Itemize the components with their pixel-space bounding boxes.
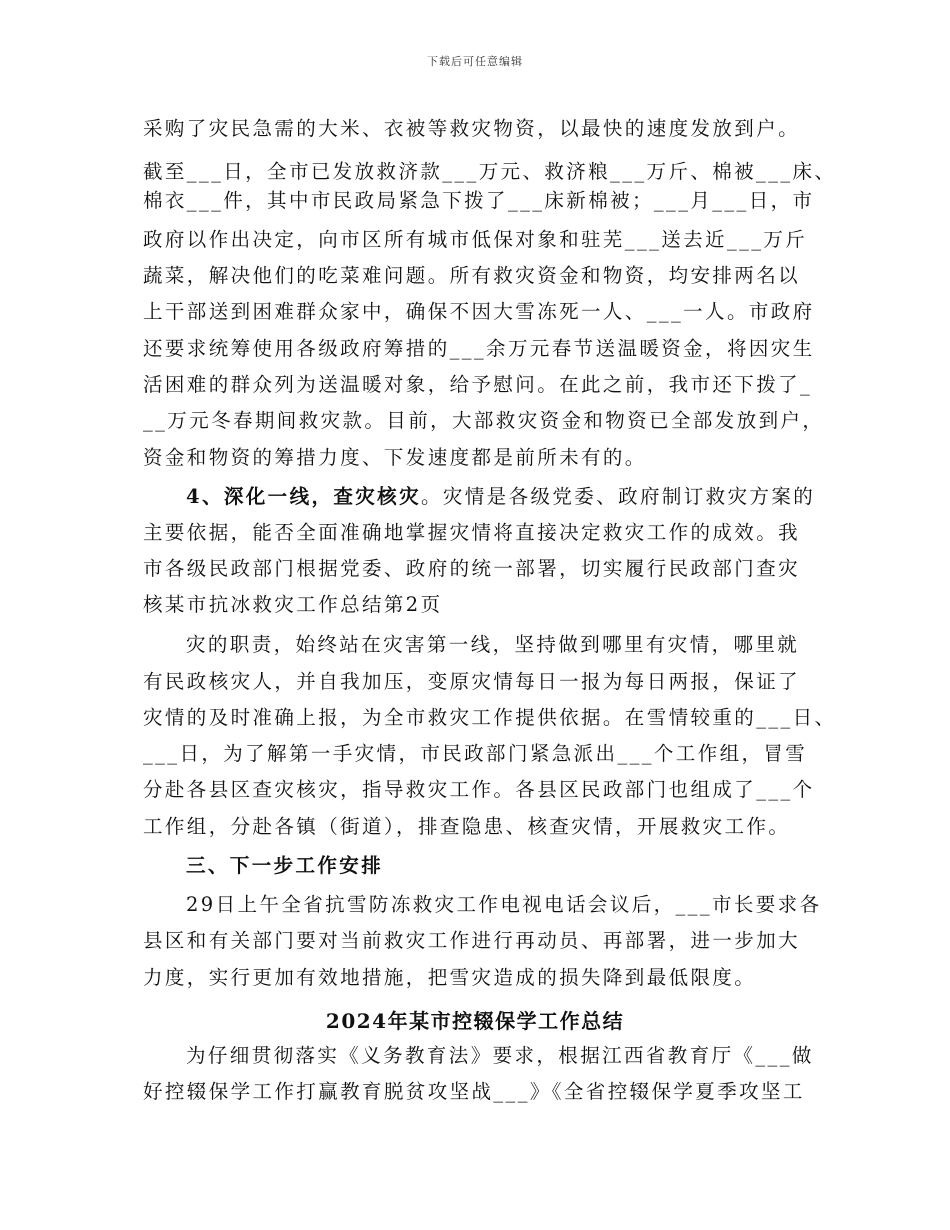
section-heading-line [186,485,815,509]
page-header-note: 下载后可任意编辑 [427,55,523,68]
text-line: 为仔细贯彻落实《义务教育法》要求，根据江西省教育厅《___做 [186,1044,814,1067]
text-line: 资金和物资的筹措力度、下发速度都是前所未有的。 [143,446,647,469]
text-line: 市各级民政部门根据党委、政府的统一部署，切实履行民政部门查灾 [143,557,801,580]
text-line: 工作组，分赴各镇（街道），排查隐患、核查灾情，开展救灾工作。 [143,815,791,838]
text-line: 政府以作出决定，向市区所有城市低保对象和驻芜___送去近___万斤 [143,228,808,251]
text-line: 棉衣___件，其中市民政局紧急下拨了___床新棉被；___月___日，市 [143,189,815,212]
text-line: 蔬菜，解决他们的吃菜难问题。所有救灾资金和物资，均安排两名以 [143,264,801,287]
text-line: 主要依据，能否全面准确地掌握灾情将直接决定救灾工作的成效。我 [143,521,801,544]
text-line: __万元冬春期间救灾款。目前，大部救灾资金和物资已全部发放到户， [143,409,825,432]
text-span: 。灾情是各级党委、政府制订救灾方案的 [420,485,816,508]
text-line: 分赴各县区查灾核灾，指导救灾工作。各县区民政部门也组成了___个 [143,778,815,801]
text-line: 还要求统筹使用各级政府筹措的___余万元春节送温暖资金，将因灾生 [143,337,815,360]
text-line: 灾情的及时准确上报，为全市救灾工作提供依据。在雪情较重的___日、 [143,706,837,729]
text-line: 核某市抗冰救灾工作总结第2页 [143,593,443,616]
text-line: ___日，为了解第一手灾情，市民政部门紧急派出___个工作组，冒雪 [143,742,808,765]
text-line: 有民政核灾人，并自我加压，变原灾情每日一报为每日两报，保证了 [143,670,801,693]
text-line: 县区和有关部门要对当前救灾工作进行再动员、再部署，进一步加大 [143,929,801,952]
text-line: 上干部送到困难群众家中，确保不因大雪冻死一人、___一人。市政府 [143,300,815,323]
document-title: 2024年某市控辍保学工作总结 [325,1009,625,1033]
section-heading-bold: 4、深化一线，查灾核灾 [186,485,421,508]
text-line: 活困难的群众列为送温暖对象，给予慰问。在此之前，我市还下拨了_ [143,373,813,396]
text-line: 采购了灾民急需的大米、衣被等救灾物资，以最快的速度发放到户。 [143,117,801,140]
text-line: 截至___日，全市已发放救济款___万元、救济粮___万斤、棉被___床、 [143,160,837,183]
section-heading: 三、下一步工作安排 [186,854,384,877]
text-line: 灾的职责，始终站在灾害第一线，坚持做到哪里有灾情，哪里就 [186,633,800,656]
text-line: 好控辍保学工作打赢教育脱贫攻坚战___》《全省控辍保学夏季攻坚工 [143,1080,805,1103]
text-line: 力度，实行更加有效地措施，把雪灾造成的损失降到最低限度。 [143,966,757,989]
text-line: 29日上午全省抗雪防冻救灾工作电视电话会议后，___市长要求各 [186,893,822,916]
